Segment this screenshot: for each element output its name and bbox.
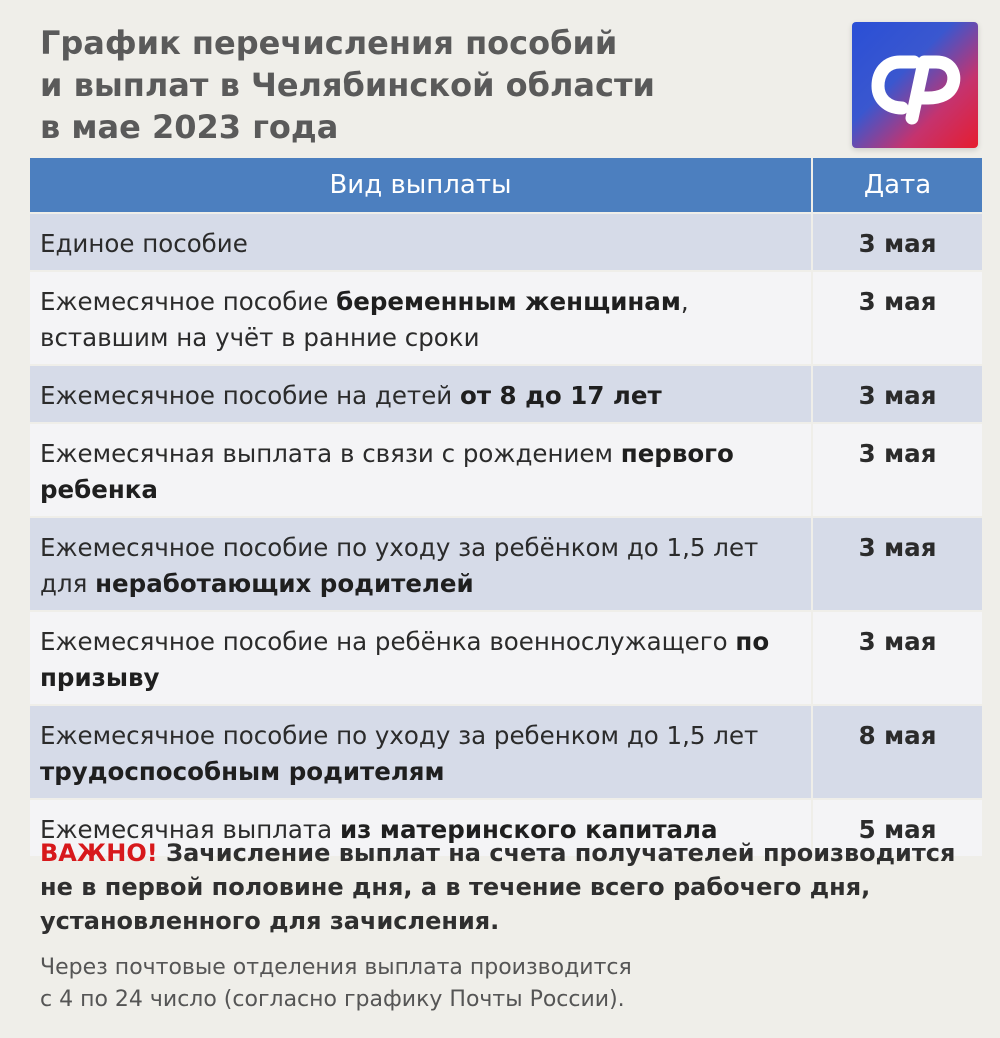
payment-type-cell xyxy=(30,517,812,611)
table-header-row xyxy=(30,158,982,213)
payment-date-cell: 3 мая xyxy=(812,517,982,611)
payment-type-emphasis: беременным женщинам xyxy=(336,287,681,316)
payment-type-emphasis: первого ребенка xyxy=(40,439,734,504)
note-line: с 4 по 24 число (согласно графику Почты России). xyxy=(40,987,625,1012)
payment-date-cell: 3 мая xyxy=(812,611,982,705)
table-row xyxy=(30,705,982,799)
title-line: График перечисления пособий xyxy=(40,24,618,62)
payment-type-text: , вставшим на учёт в ранние сроки xyxy=(40,287,689,352)
title-line: в мае 2023 года xyxy=(40,108,339,146)
payment-type-cell xyxy=(30,705,812,799)
payment-date-cell: 3 мая xyxy=(812,365,982,423)
payment-type-text: Ежемесячное пособие по уходу за ребенком до 1,5 лет xyxy=(40,721,759,750)
payment-type-cell xyxy=(30,365,812,423)
sfr-logo-icon xyxy=(852,22,978,148)
column-header-payment-type: Вид выплаты xyxy=(30,158,812,213)
payment-date-cell: 8 мая xyxy=(812,705,982,799)
payment-type-text: Единое пособие xyxy=(40,229,248,258)
important-notice xyxy=(40,836,970,938)
title-line: и выплат в Челябинской области xyxy=(40,66,655,104)
column-header-date: Дата xyxy=(812,158,982,213)
payment-type-cell xyxy=(30,611,812,705)
important-label: ВАЖНО! xyxy=(40,839,158,867)
payment-date-cell: 3 мая xyxy=(812,423,982,517)
payment-type-text: Ежемесячное пособие на ребёнка военнослужащего xyxy=(40,627,736,656)
table-row xyxy=(30,271,982,365)
table-row xyxy=(30,611,982,705)
payment-date-cell: 3 мая xyxy=(812,271,982,365)
important-text: Зачисление выплат на счета получателей производится не в первой половине дня, а в течение всего рабочего дня, установленного для зачисления. xyxy=(40,839,956,935)
page-title xyxy=(40,22,820,148)
payment-type-text: Ежемесячное пособие на детей xyxy=(40,381,460,410)
post-office-note xyxy=(40,952,970,1016)
table-row xyxy=(30,517,982,611)
payment-type-emphasis: трудоспособным родителям xyxy=(40,757,445,786)
table-row xyxy=(30,365,982,423)
payment-type-cell xyxy=(30,423,812,517)
payment-type-text: Ежемесячная выплата xyxy=(40,815,340,844)
payment-type-cell xyxy=(30,213,812,271)
payment-type-emphasis: из материнского капитала xyxy=(339,815,718,844)
payment-type-cell xyxy=(30,271,812,365)
table-body xyxy=(30,213,982,856)
payment-type-emphasis: по призыву xyxy=(40,627,770,692)
note-line: Через почтовые отделения выплата производится xyxy=(40,955,632,980)
payment-type-text: Ежемесячное пособие по уходу за ребёнком до 1,5 лет для xyxy=(40,533,759,598)
payment-schedule-table xyxy=(30,158,982,856)
payment-type-text: Ежемесячная выплата в связи с рождением xyxy=(40,439,621,468)
payment-date-cell: 3 мая xyxy=(812,213,982,271)
payment-date-cell: 5 мая xyxy=(812,799,982,856)
payment-type-emphasis: неработающих родителей xyxy=(95,569,474,598)
table-row xyxy=(30,423,982,517)
table-row xyxy=(30,213,982,271)
payment-type-emphasis: от 8 до 17 лет xyxy=(459,381,662,410)
payment-type-text: Ежемесячное пособие xyxy=(40,287,337,316)
